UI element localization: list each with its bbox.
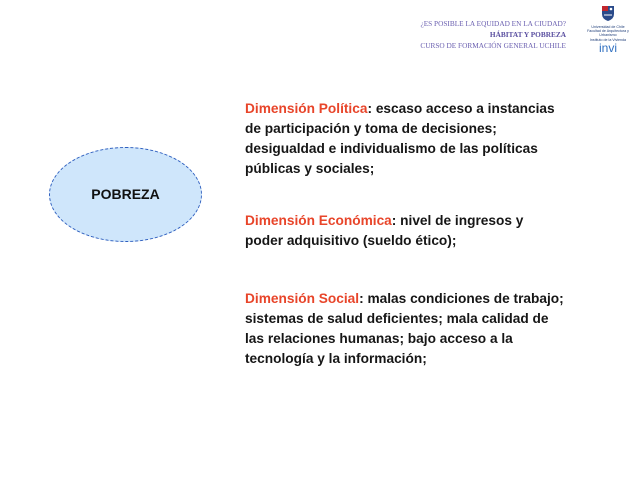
- logo-university: Universidad de Chile: [591, 25, 625, 29]
- dimension-economic-text: : nivel de ingresos y poder adquisitivo (sueldo ético);: [245, 213, 524, 248]
- dimension-social-text: : malas condiciones de trabajo; sistemas de salud deficientes; mala calidad de las relaciones humanas; bajo acceso a la tecnología y la información;: [245, 291, 564, 366]
- poverty-label: POBREZA: [91, 186, 160, 202]
- dimension-economic-term: Dimensión Económica: [245, 213, 392, 228]
- header-course: CURSO DE FORMACIÓN GENERAL UCHILE: [420, 41, 566, 50]
- logo-institute: Instituto de la Vivienda: [589, 37, 627, 42]
- logo-acronym: invi: [598, 41, 617, 55]
- header-question: ¿ES POSIBLE LA EQUIDAD EN LA CIUDAD?: [420, 19, 566, 28]
- logo-faculty: Facultad de Arquitectura y Urbanismo: [587, 29, 629, 38]
- slide-header: [330, 18, 566, 51]
- dimension-political: [245, 99, 565, 179]
- dimension-political-term: Dimensión Política: [245, 101, 368, 116]
- university-logo: [580, 3, 636, 59]
- dimension-social: [245, 289, 565, 369]
- logo-text: [580, 25, 636, 42]
- shield-icon: [601, 5, 615, 22]
- dimension-social-term: Dimensión Social: [245, 291, 360, 306]
- dimension-economic: [245, 211, 565, 251]
- dimension-political-text: : escaso acceso a instancias de participación y toma de decisiones; desigualdad e individualismo de las políticas públicas y sociales;: [245, 101, 555, 176]
- header-topic: HÁBITAT Y POBREZA: [489, 30, 566, 39]
